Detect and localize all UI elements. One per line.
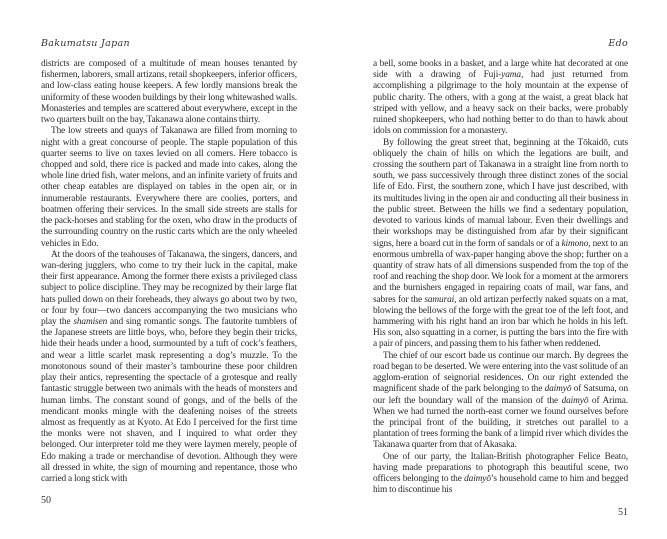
body-text-left — [41, 59, 297, 485]
running-head-right: Edo — [608, 38, 628, 49]
paragraph — [41, 126, 297, 249]
paragraph — [41, 59, 297, 126]
text-run: At the doors of the teahouses of Takanawa, the singers, dancers, and wan-dering jugglers, who come to try their luck in the capital, make their first appearance. Among the former there exists a privileged class subject to police discipline. They may be recognized by their large flat hats pulled down on their foreheads, they always go about two by two, or four by four—two dancers accompanying the two musicians who play the — [41, 249, 297, 328]
text-run: , an old artizan perfectly naked squats on a mat, blowing the bellows of the forge with the great toe of the left foot, and hammering with his right hand an iron bar which he holds in his left. His son, also squatting in a corner, is putting the bars into the fire with a pair of pincers, and passing them to his father when reddened. — [373, 294, 628, 350]
text-run: districts are composed of a multitude of mean houses tenanted by fishermen, laborers, small artizans, retail shopkeepers, inferior officers, and low-class eating house keepers. A few lordly mansions break the uniformity of these wooden buildings by their long whitewashed walls. Monasteries and temples are scattered about everywhere, except in the two quarters built on the bay, Takanawa alone contains thirty. — [41, 59, 297, 126]
text-run: ’s household came to him and begged him to discontinue his — [373, 474, 628, 496]
text-run: of Satsuma, on our left the boundary wall of the mansion of the — [373, 384, 628, 406]
italic-term: samurai — [424, 294, 455, 305]
italic-term: daimyō — [544, 384, 572, 395]
page-number-left: 50 — [41, 495, 51, 507]
italic-term: kimono — [561, 238, 589, 249]
italic-term: shamisen — [73, 317, 108, 328]
text-run: The low streets and quays of Takanawa are filled from morning to night with a great concourse of people. The staple population of this quarter seems to live on taxes levied on all comers. Here tobacco is chopped and sold, there rice is packed and made into cakes, along the whole line dried fish, water melons, and an infinite variety of fruits and other cheap eatables are displayed on tables in the open air, or in innumerable restaurants. Everywhere there are coolies, porters, and boatmen offering their services. In the small side streets are stalls for the pack-horses and stabling for the oxen, who draw in the products of the surrounding country on the rustic carts which are the only wheeled vehicles in Edo. — [41, 126, 297, 249]
left-page — [0, 0, 333, 539]
running-head-left: Bakumatsu Japan — [41, 38, 130, 49]
text-run: and sing romantic songs. The fautorite tumblers of the Japanese streets are little boys, who, before they begin their tricks, hide their heads under a hood, surmounted by a tuft of cock’s feathers, and wear a little scarlet mask representing a dog’s muzzle. To the monotonous sound of their master’s tambourine these poor children play their antics, representing the spectacle of a grotesque and really fantastic struggle between two animals with the heads of monsters and human limbs. The constant sound of gongs, and of the bells of the mendicant monks mingle with the deafening noises of the streets almost as frequently as at Kyoto. At Edo I perceived for the first time the monks were not shaven, and I inquired to what order they belonged. Our interpreter told me they were laymen merely, people of Edo making a trade or merchandise of devotion. Although they were all dressed in white, the sign of mourning and repentance, those who carried a long stick with — [41, 317, 298, 485]
text-run: The chief of our escort bade us continue our march. By degrees the road began to be deserted. We were entering into the vast solitude of an agglom-eration of seignorial residences. On our right extended the magnificent shade of the park belonging to the — [373, 350, 628, 395]
body-text-right — [373, 59, 628, 497]
paragraph — [373, 138, 628, 351]
paragraph — [41, 250, 297, 486]
text-run: a bell, some books in a basket, and a large white hat decorated at one side with a drawing of Fuji- — [373, 59, 628, 81]
text-run: , had just returned from accomplishing a pilgrimage to the holy mountain at the expense of public charity. The others, with a gong at the waist, a great black hat striped with yellow, and a heavy sack on their backs, were probably ruined shopkeepers, who had nothing better to do than to hawk about idols on commission for a monastery. — [373, 70, 628, 137]
page-number-right: 51 — [618, 506, 628, 518]
text-run: By following the great street that, beginning at the Tōkaidō, cuts obliquely the chain of hills on which the legations are built, and crossing the southern part of Takanawa in a straight line from north to south, we pass successively through three distinct zones of the social life of Edo. First, the southern zone, which I have just described, with its multitudes living in the open air and conducting all their business in the public street. Between the hills we find a sedentary population, devoted to various kinds of manual labour. Even their dwellings and their workshops may be distinguished from afar by their significant signs, here a board cut in the form of sandals or of a — [373, 137, 628, 249]
text-run: One of our party, the Italian-British photographer Felice Beato, having made preparations to photograph this beautiful scene, two officers belonging to the — [373, 451, 628, 485]
paragraph — [373, 59, 628, 138]
right-page — [333, 0, 667, 539]
text-run: of Arima. When we had turned the north-east corner we found ourselves before the principal front of the building, it stretches out parallel to a plantation of trees forming the bank of a limpid river which divides the Takanawa quarter from that of Akasaka. — [373, 395, 628, 451]
paragraph — [373, 452, 628, 497]
paragraph — [373, 351, 628, 452]
italic-term: daimyō — [561, 395, 589, 406]
italic-term: yama — [501, 70, 521, 81]
italic-term: daimyō — [464, 474, 491, 485]
text-run: , next to an enormous umbrella of wax-paper hanging above the shop; further on a quantity of straw hats of all dimensions suspended from the top of the roof and reaching the shop door. We look for a moment at the armorers and the burnishers engaged in repairing coats of mail, war fans, and sabres for the — [373, 238, 628, 305]
